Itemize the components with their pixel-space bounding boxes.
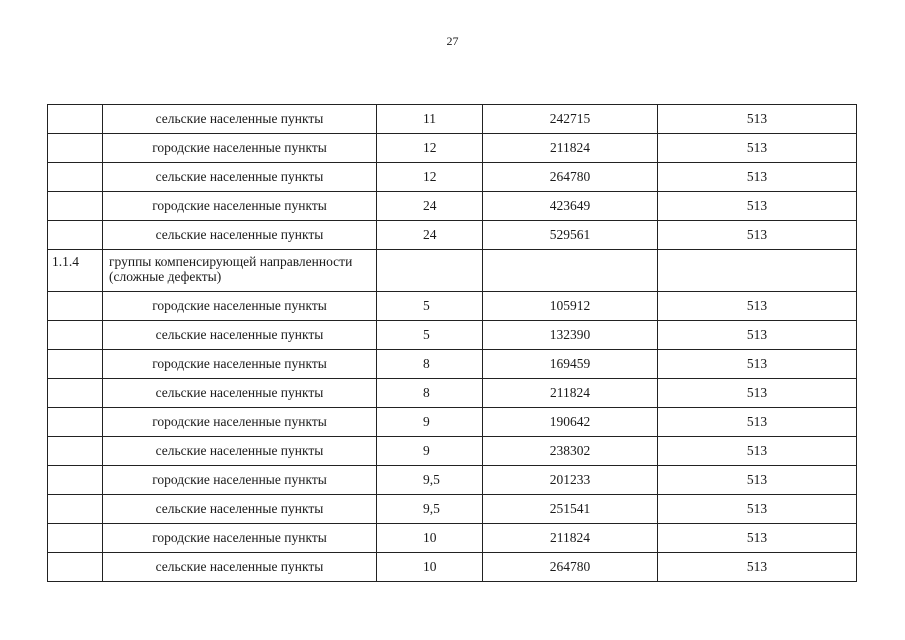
table-row [48, 163, 857, 192]
table-row [48, 495, 857, 524]
table-row [48, 321, 857, 350]
amount-cell: 264780 [483, 553, 658, 582]
code-cell: 513 [658, 553, 857, 582]
settlement-type-cell: городские населенные пункты [103, 292, 377, 321]
quantity-cell: 5 [377, 292, 483, 321]
code-cell: 513 [658, 350, 857, 379]
settlement-type-cell: сельские населенные пункты [103, 221, 377, 250]
quantity-cell: 8 [377, 350, 483, 379]
code-cell: 513 [658, 379, 857, 408]
quantity-cell: 10 [377, 553, 483, 582]
settlement-type-cell: сельские населенные пункты [103, 321, 377, 350]
code-cell: 513 [658, 292, 857, 321]
settlement-type-cell: городские населенные пункты [103, 350, 377, 379]
settlement-type-cell: сельские населенные пункты [103, 105, 377, 134]
row-number-cell [48, 524, 103, 553]
amount-cell: 169459 [483, 350, 658, 379]
row-number-cell [48, 134, 103, 163]
amount-cell: 242715 [483, 105, 658, 134]
quantity-cell: 12 [377, 134, 483, 163]
table-body [48, 105, 857, 582]
settlement-type-cell: сельские населенные пункты [103, 163, 377, 192]
table-row [48, 437, 857, 466]
amount-cell: 190642 [483, 408, 658, 437]
amount-cell: 211824 [483, 379, 658, 408]
amount-cell: 251541 [483, 495, 658, 524]
code-cell: 513 [658, 321, 857, 350]
row-number-cell [48, 105, 103, 134]
table-row [48, 134, 857, 163]
row-number-cell [48, 192, 103, 221]
table-row [48, 192, 857, 221]
row-number-cell [48, 495, 103, 524]
amount-cell: 132390 [483, 321, 658, 350]
code-cell: 513 [658, 408, 857, 437]
row-number-cell [48, 553, 103, 582]
amount-cell: 529561 [483, 221, 658, 250]
table-row [48, 292, 857, 321]
settlement-type-cell: сельские населенные пункты [103, 495, 377, 524]
quantity-cell: 9 [377, 437, 483, 466]
table-row [48, 250, 857, 292]
amount-cell: 264780 [483, 163, 658, 192]
settlement-type-cell: городские населенные пункты [103, 134, 377, 163]
table-row [48, 524, 857, 553]
amount-cell [483, 250, 658, 292]
code-cell: 513 [658, 495, 857, 524]
table-row [48, 221, 857, 250]
quantity-cell: 9,5 [377, 466, 483, 495]
settlement-type-cell: сельские населенные пункты [103, 553, 377, 582]
row-number-cell [48, 221, 103, 250]
amount-cell: 423649 [483, 192, 658, 221]
table-row [48, 408, 857, 437]
code-cell: 513 [658, 134, 857, 163]
row-number-cell [48, 437, 103, 466]
settlement-type-cell: городские населенные пункты [103, 466, 377, 495]
settlement-type-cell: сельские населенные пункты [103, 437, 377, 466]
row-number-cell [48, 350, 103, 379]
row-number-cell [48, 466, 103, 495]
table-row [48, 466, 857, 495]
quantity-cell: 5 [377, 321, 483, 350]
settlement-type-cell: сельские населенные пункты [103, 379, 377, 408]
amount-cell: 211824 [483, 524, 658, 553]
code-cell: 513 [658, 221, 857, 250]
row-number-cell [48, 408, 103, 437]
code-cell: 513 [658, 163, 857, 192]
amount-cell: 238302 [483, 437, 658, 466]
settlement-type-cell: городские населенные пункты [103, 408, 377, 437]
quantity-cell [377, 250, 483, 292]
row-number-cell [48, 163, 103, 192]
settlement-type-cell: группы компенсирующей направленности (сложные дефекты) [103, 250, 377, 292]
page-number: 27 [446, 34, 459, 48]
quantity-cell: 10 [377, 524, 483, 553]
tariff-table [47, 104, 857, 582]
settlement-type-cell: городские населенные пункты [103, 192, 377, 221]
row-number-cell: 1.1.4 [48, 250, 103, 292]
code-cell: 513 [658, 437, 857, 466]
table-row [48, 553, 857, 582]
row-number-cell [48, 379, 103, 408]
code-cell [658, 250, 857, 292]
amount-cell: 201233 [483, 466, 658, 495]
settlement-type-cell: городские населенные пункты [103, 524, 377, 553]
code-cell: 513 [658, 524, 857, 553]
code-cell: 513 [658, 466, 857, 495]
quantity-cell: 9 [377, 408, 483, 437]
quantity-cell: 11 [377, 105, 483, 134]
quantity-cell: 8 [377, 379, 483, 408]
quantity-cell: 24 [377, 221, 483, 250]
amount-cell: 211824 [483, 134, 658, 163]
quantity-cell: 12 [377, 163, 483, 192]
row-number-cell [48, 321, 103, 350]
table-row [48, 105, 857, 134]
quantity-cell: 24 [377, 192, 483, 221]
row-number-cell [48, 292, 103, 321]
quantity-cell: 9,5 [377, 495, 483, 524]
code-cell: 513 [658, 105, 857, 134]
table-row [48, 379, 857, 408]
code-cell: 513 [658, 192, 857, 221]
amount-cell: 105912 [483, 292, 658, 321]
table-row [48, 350, 857, 379]
